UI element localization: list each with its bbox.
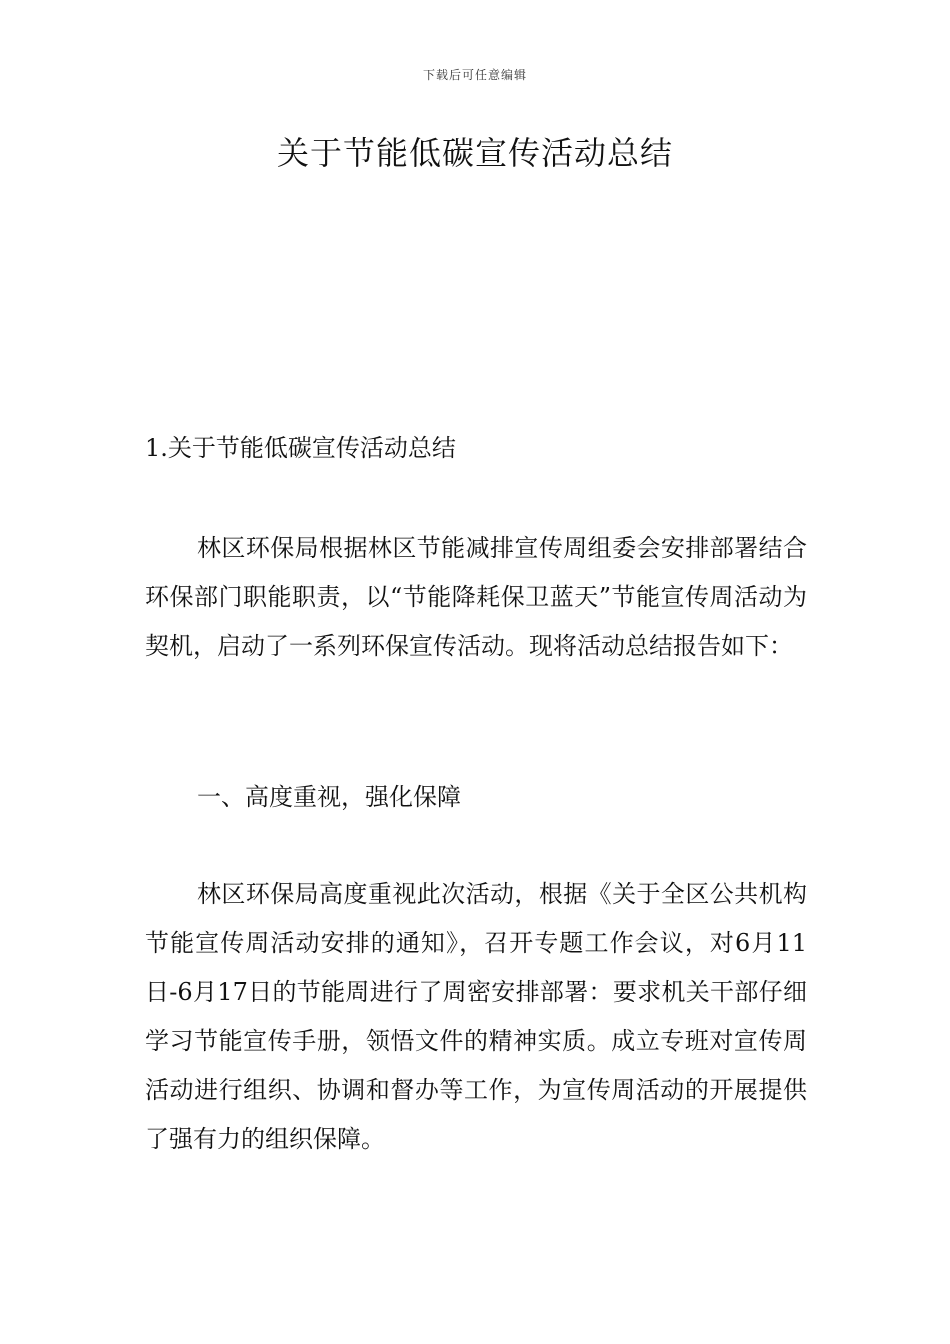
section-heading-1: 一、高度重视，强化保障 xyxy=(197,783,461,811)
paragraph-intro: 林区环保局根据林区节能减排宣传周组委会安排部署结合环保部门职能职责，以“节能降耗保卫蓝天”节能宣传周活动为契机，启动了一系列环保宣传活动。现将活动总结报告如下： xyxy=(145,534,807,660)
section-number-title: 1.关于节能低碳宣传活动总结 xyxy=(145,434,456,462)
paragraph-section-1: 林区环保局高度重视此次活动，根据《关于全区公共机构节能宣传周活动安排的通知》，召开专题工作会议，对6月11日-6月17日的节能周进行了周密安排部署：要求机关干部仔细学习节能宣传手册，领悟文件的精神实质。成立专班对宣传周活动进行组织、协调和督办等工作，为宣传周活动的开展提供了强有力的组织保障。 xyxy=(145,880,807,1153)
document-title: 关于节能低碳宣传活动总结 xyxy=(276,134,673,172)
header-note: 下载后可任意编辑 xyxy=(422,68,527,82)
